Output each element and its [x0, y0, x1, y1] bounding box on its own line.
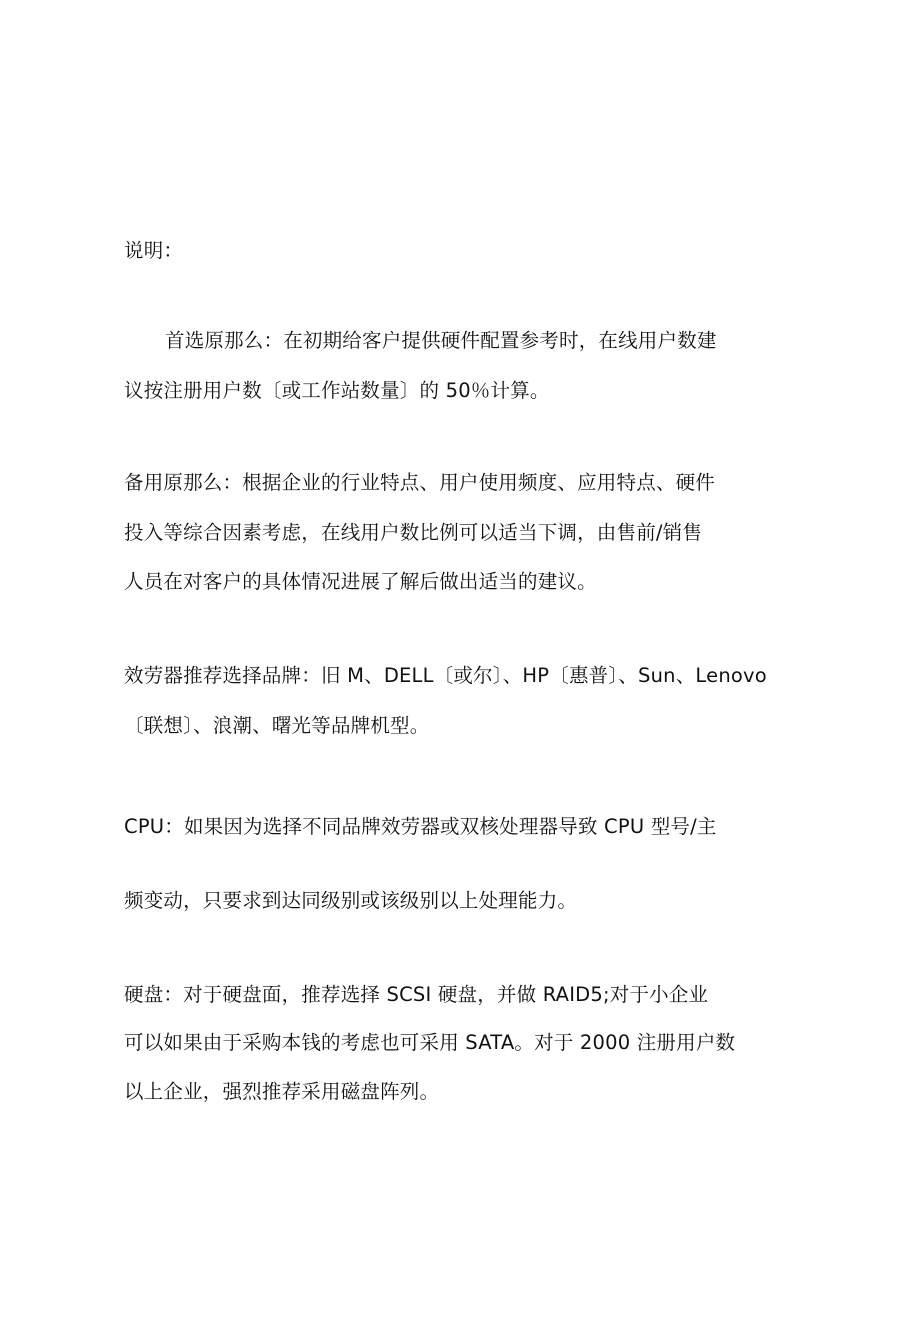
- backup-principle-line-3: 人员在对客户的具体情况进展了解后做出适当的建议。: [124, 570, 597, 593]
- hard-disk-line-3: 以上企业，强烈推荐采用磁盘阵列。: [124, 1080, 440, 1103]
- cpu-line-1: CPU：如果因为选择不同品牌效劳器或双核处理器导致 CPU 型号/主: [124, 815, 717, 838]
- cpu-line-2: 频变动，只要求到达同级别或该级别以上处理能力。: [124, 889, 578, 912]
- backup-principle-line-2: 投入等综合因素考虑，在线用户数比例可以适当下调，由售前/销售: [124, 521, 703, 544]
- hard-disk-line-2: 可以如果由于采购本钱的考虑也可采用 SATA。对于 2000 注册用户数: [124, 1031, 736, 1054]
- server-brands-line-1: 效劳器推荐选择品牌：旧 M、DELL〔或尔〕、HP〔惠普〕、Sun、Lenovo: [124, 664, 767, 687]
- backup-principle-line-1: 备用原那么：根据企业的行业特点、用户使用频度、应用特点、硬件: [124, 471, 716, 494]
- primary-principle-line-1: 首选原那么：在初期给客户提供硬件配置参考时，在线用户数建: [165, 329, 717, 352]
- hard-disk-line-1: 硬盘：对于硬盘面，推荐选择 SCSI 硬盘，并做 RAID5;对于小企业: [124, 983, 709, 1006]
- server-brands-line-2: 〔联想〕、浪潮、曙光等品牌机型。: [124, 714, 430, 737]
- primary-principle-line-2: 议按注册用户数〔或工作站数量〕的 50％计算。: [124, 379, 550, 402]
- heading-explanation: 说明：: [124, 239, 184, 262]
